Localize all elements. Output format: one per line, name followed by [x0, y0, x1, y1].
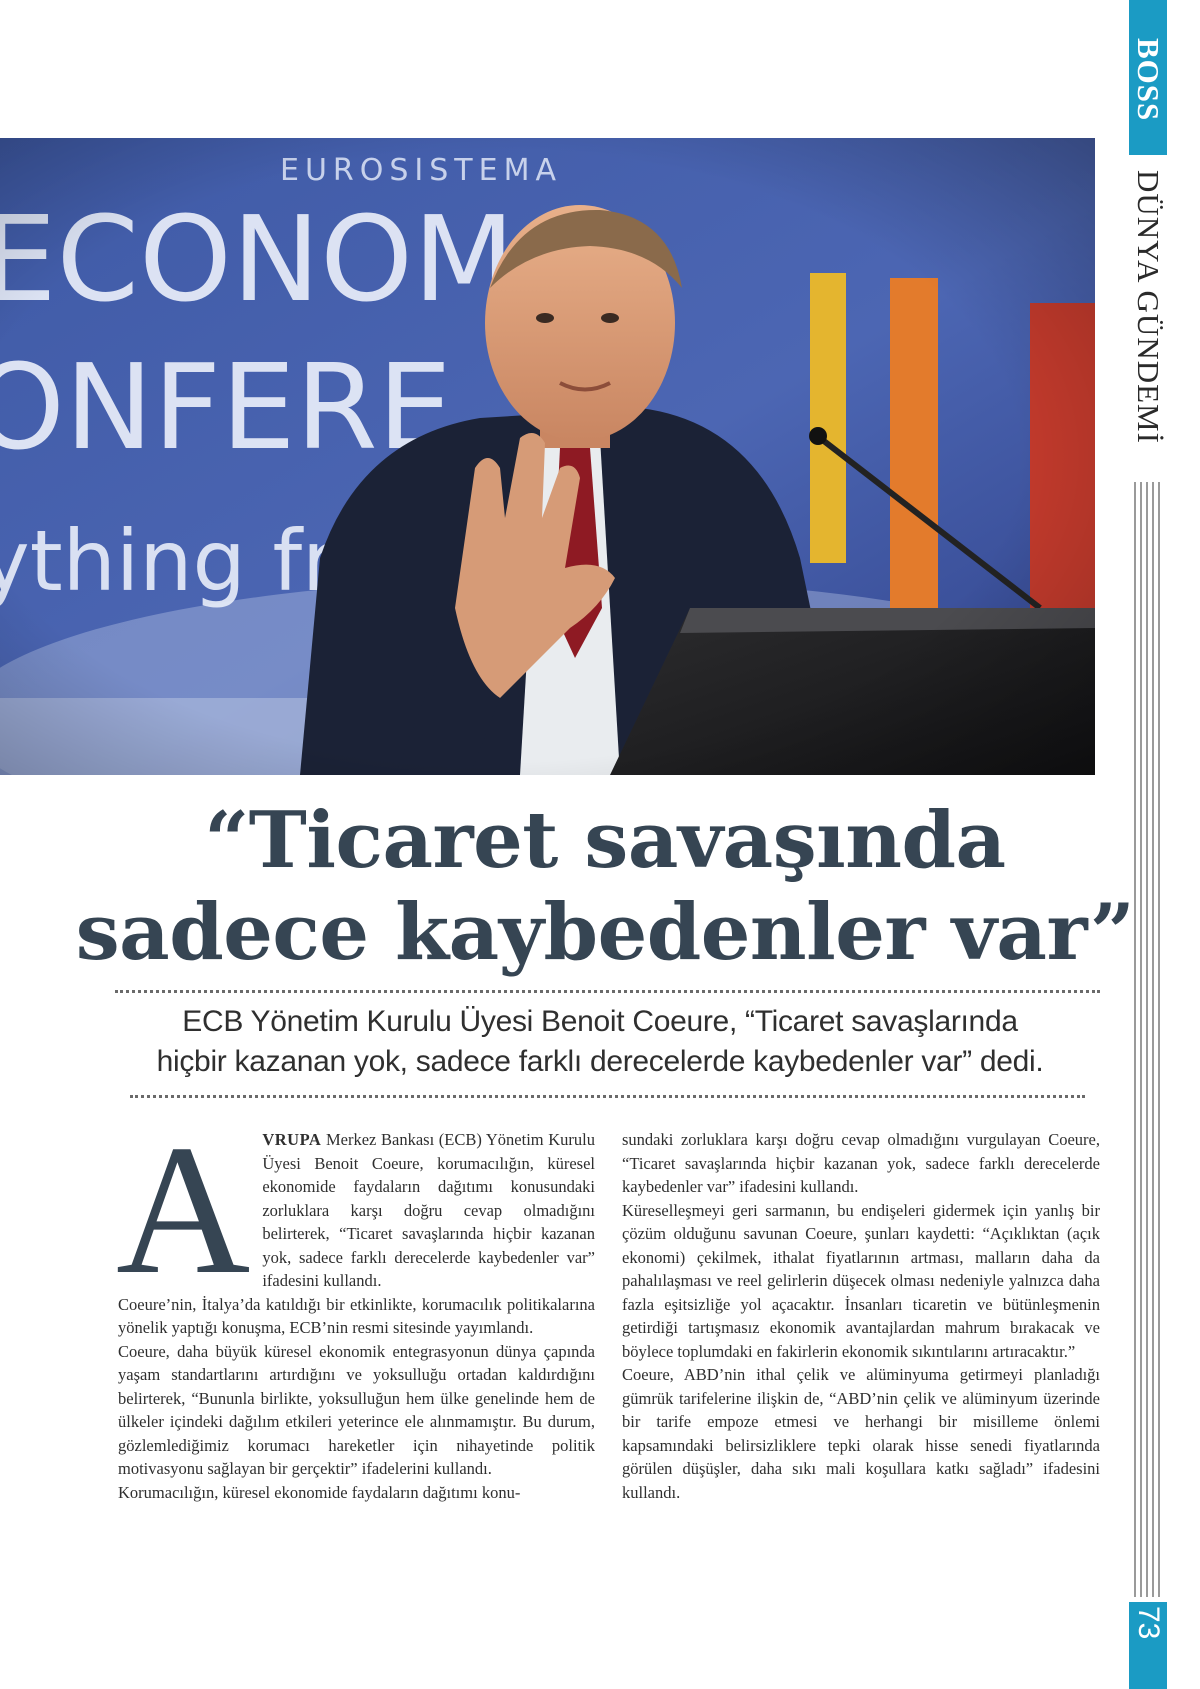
- body-paragraph: sundaki zorluklara karşı doğru cevap olmadığını vurgulayan Coeure, “Ticaret savaşlarında hiçbir kazanan yok, sadece farklı derecelerde kaybedenler var” ifadesini kullandı.: [622, 1130, 1100, 1196]
- body-paragraph: Küreselleşmeyi geri sarmanın, bu endişeleri gidermek için yanlış bir çözüm olduğunu savunan Coeure, şunları kaydetti: “Açıklıktan (açık ekonomi) çekilmek, ithalat fiyatlarının artması, malların daha da pahalılaşması ve reel gelirlerin düşecek olması nedeniyle yalnızca daha fazla eşitsizliğe yol açacaktır. İnsanları ticaretin ve bütünleşmenin getirdiği tartışmasız ekonomik avantajlardan mahrum bırakacak ve böylece toplumdaki en fakirlerin ekonomik sıkıntılarını artıracaktır.”: [622, 1200, 1100, 1361]
- lead-line-1: ECB Yönetim Kurulu Üyesi Benoit Coeure, “Ticaret savaşlarında: [182, 1005, 1018, 1038]
- lead-line-2: hiçbir kazanan yok, sadece farklı derecelerde kaybedenler var” dedi.: [156, 1045, 1044, 1078]
- first-word: VRUPA: [262, 1130, 322, 1149]
- decorative-lines: [1134, 482, 1162, 1597]
- headline: [60, 795, 1150, 979]
- dotted-divider-bottom: [130, 1095, 1085, 1098]
- speaker-photo-illustration: [0, 138, 1095, 775]
- dotted-divider-top: [115, 990, 1100, 993]
- paragraph-text: Merkez Bankası (ECB) Yönetim Kurulu Üyesi Benoit Coeure, korumacılığın, küresel ekonomide faydaların dağıtımı konusundaki zorluklara karşı doğru cevap olmadığını belirterek, “Ticaret savaşlarında hiçbir kazanan yok, sadece farklı derecelerde kaybedenler var” ifadesini kullandı.: [262, 1130, 595, 1290]
- body-paragraph: Coeure, daha büyük küresel ekonomik entegrasyonun dünya çapında yaşam standartlarını artırdığını ve yoksulluğu ortadan kaldırdığını belirterek, “Bununla birlikte, yoksulluğun hem ülke genelinde hem de ülkeler içindeki dağılım etkileri yeterince ele alınmamıştır. Bu durum, gözlemlediğimiz korumacı hareketler için nihayetinde politik motivasyonu sağlayan bir gerçektir” ifadelerini kullandı.: [118, 1341, 595, 1478]
- drop-cap: A: [116, 1107, 251, 1313]
- lead-paragraph: [100, 1002, 1100, 1082]
- body-paragraph: Coeure, ABD’nin ithal çelik ve alüminyuma getirmeyi planladığı gümrük tarifelerine ilişkin de, “ABD’nin çelik ve alüminyum üzerinde bir tarife empoze etmesi ve herhangi bir misilleme önlemi kapsamındaki belirsizliklere tepki olarak hisse senedi fiyatlarında görülen düşüşler, daha sıkı mali koşullara katkı sağladı” ifadesini kullandı.: [622, 1365, 1100, 1502]
- magazine-brand: BOSS: [1131, 38, 1166, 122]
- body-paragraph: Coeure’nin, İtalya’da katıldığı bir etkinlikte, korumacılık politikalarına yönelik yaptığı konuşma, ECB’nin resmi sitesinde yayımlandı.: [118, 1294, 595, 1337]
- body-paragraph: Korumacılığın, küresel ekonomide faydaların dağıtımı konu-: [118, 1482, 521, 1502]
- article-column-right: [622, 1128, 1100, 1504]
- section-title: DÜNYA GÜNDEMİ: [1131, 170, 1166, 444]
- page-number: 73: [1132, 1606, 1165, 1640]
- article-photo: [0, 138, 1095, 775]
- headline-line-2: sadece kaybedenler var”: [75, 887, 1135, 978]
- article-column-left: [116, 1107, 595, 1504]
- headline-line-1: “Ticaret savaşında: [204, 795, 1006, 886]
